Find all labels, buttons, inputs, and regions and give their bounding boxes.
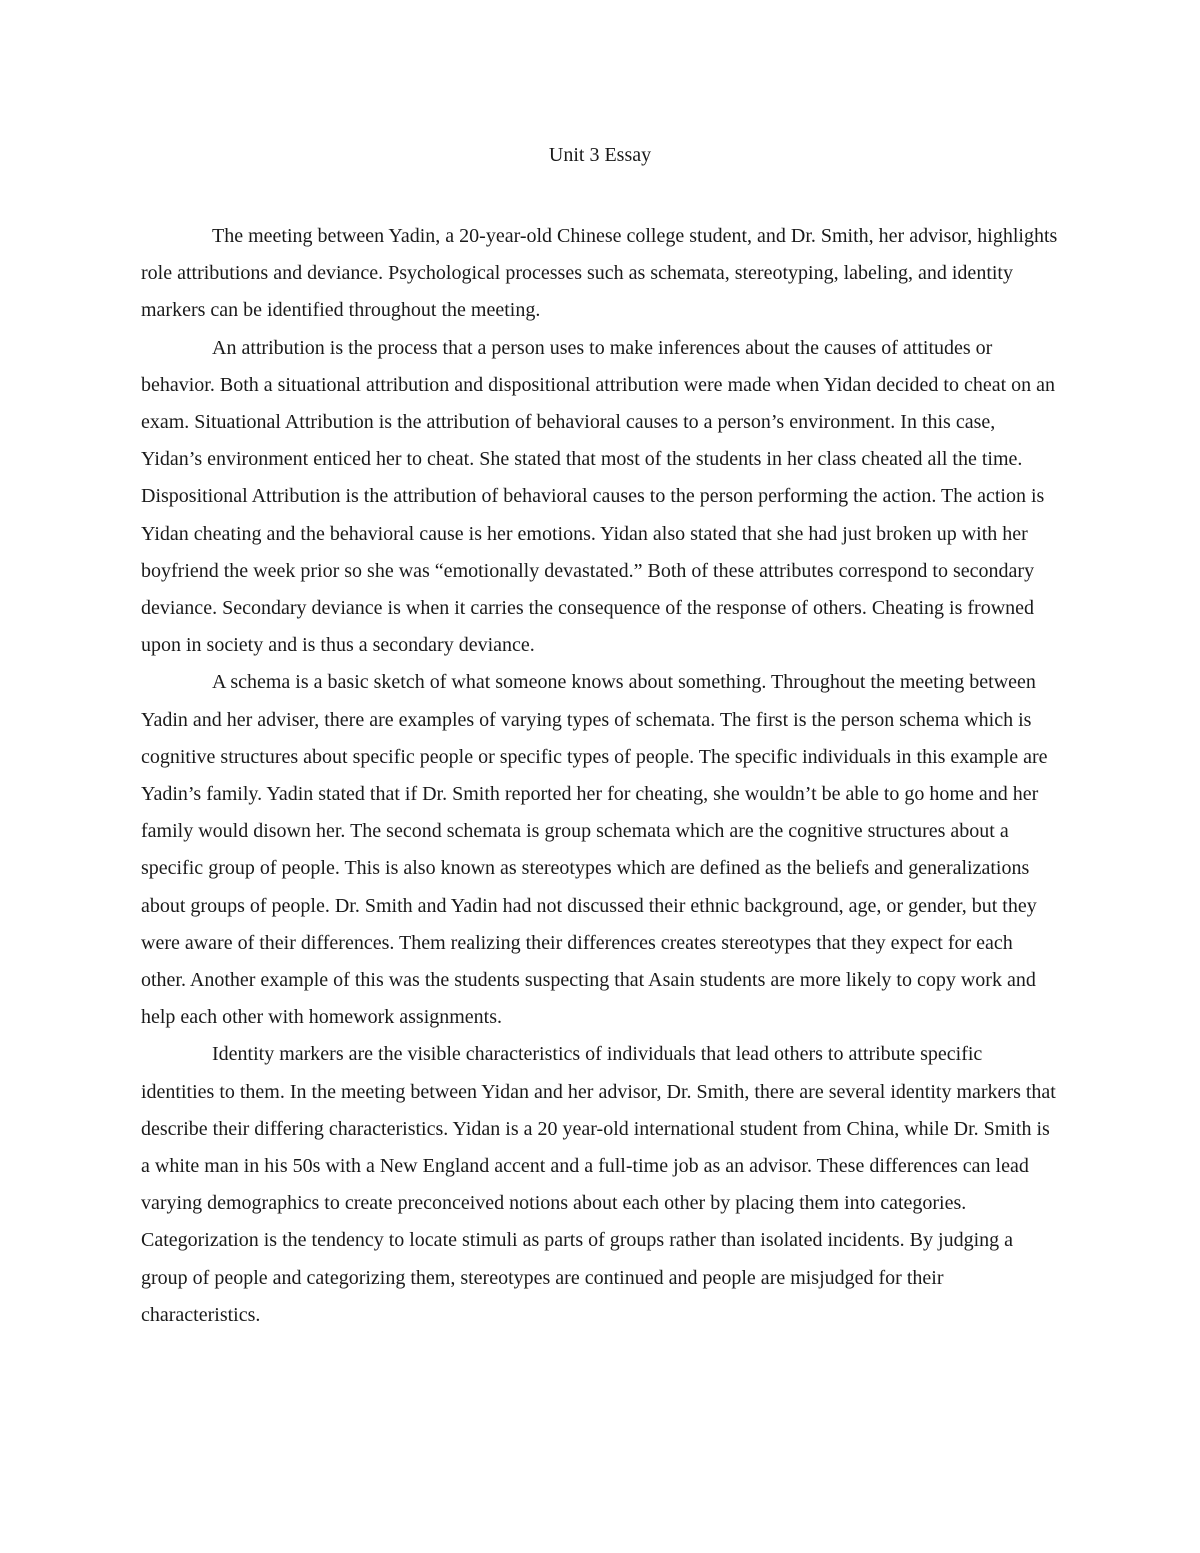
paragraph-attribution: An attribution is the process that a person uses to make inferences about the causes of attitudes or behavior. Both a situational attribution and dispositional attribution were made when Yidan decided to cheat on an exam. Situational Attribution is the attribution of behavioral causes to a person’s environment. In this case, Yidan’s environment enticed her to cheat. She stated that most of the students in her class cheated all the time. Dispositional Attribution is the attribution of behavioral causes to the person performing the action. The action is Yidan cheating and the behavioral cause is her emotions. Yidan also stated that she had just broken up with her boyfriend the week prior so she was “emotionally devastated.” Both of these attributes correspond to secondary deviance. Secondary deviance is when it carries the consequence of the response of others. Cheating is frowned upon in society and is thus a secondary deviance. xyxy=(141,336,1056,657)
essay-body xyxy=(141,218,1059,1334)
paragraph-identity-markers: Identity markers are the visible characteristics of individuals that lead others to attribute specific identities to them. In the meeting between Yidan and her advisor, Dr. Smith, there are several identity markers that describe their differing characteristics. Yidan is a 20 year-old international student from China, while Dr. Smith is a white man in his 50s with a New England accent and a full-time job as an advisor. These differences can lead varying demographics to create preconceived notions about each other by placing them into categories. Categorization is the tendency to locate stimuli as parts of groups rather than isolated incidents. By judging a group of people and categorizing them, stereotypes are continued and people are misjudged for their characteristics. xyxy=(141,1043,1056,1326)
paragraph-schema: A schema is a basic sketch of what someone knows about something. Throughout the meeting between Yadin and her adviser, there are examples of varying types of schemata. The first is the person schema which is cognitive structures about specific people or specific types of people. The specific individuals in this example are Yadin’s family. Yadin stated that if Dr. Smith reported her for cheating, she wouldn’t be able to go home and her family would disown her. The second schemata is group schemata which are the cognitive structures about a specific group of people. This is also known as stereotypes which are defined as the beliefs and generalizations about groups of people. Dr. Smith and Yadin had not discussed their ethnic background, age, or gender, but they were aware of their differences. Them realizing their differences creates stereotypes that they expect for each other. Another example of this was the students suspecting that Asain students are more likely to copy work and help each other with homework assignments. xyxy=(141,671,1048,1029)
paragraph-introduction: The meeting between Yadin, a 20-year-old Chinese college student, and Dr. Smith, her advisor, highlights role attributions and deviance. Psychological processes such as schemata, stereotyping, labeling, and identity markers can be identified throughout the meeting. xyxy=(141,225,1058,322)
essay-title: Unit 3 Essay xyxy=(548,144,652,166)
